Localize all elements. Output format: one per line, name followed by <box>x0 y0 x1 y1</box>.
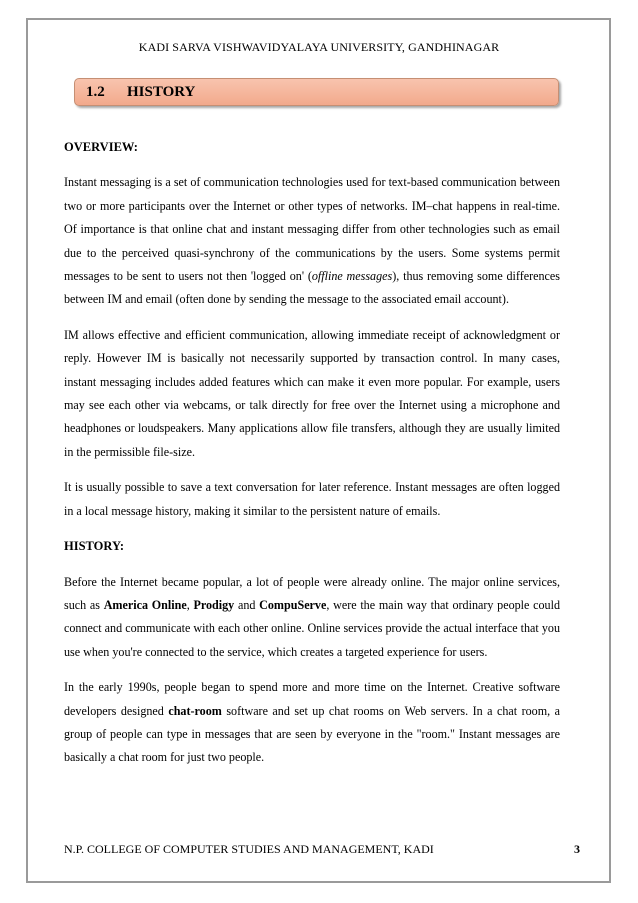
page-number: 3 <box>574 842 580 856</box>
section-heading-bar <box>74 78 559 106</box>
history-heading: HISTORY: <box>64 539 125 554</box>
overview-paragraph-3: It is usually possible to save a text conversation for later reference. Instant messages are often logged in a local message history, making it similar to the persistent nature of emails. <box>64 480 560 518</box>
section-title: HISTORY <box>127 84 196 100</box>
text-run: and <box>234 597 260 612</box>
bold-term-prodigy: Prodigy <box>193 597 235 612</box>
text-run: , were the main way that ordinary people could connect and communicate with each other online. Online services provide the actual interface that you use when you're connected to the service, which creates a targeted experience for users. <box>64 597 560 659</box>
bold-term-chat-room: chat-room <box>168 703 222 718</box>
document-body <box>64 136 560 782</box>
text-run: ), thus removing some differences between IM and email (often done by sending the message to the associated email account). <box>64 269 560 307</box>
overview-heading: OVERVIEW: <box>64 140 138 154</box>
bold-term-america-online: America Online <box>103 597 187 612</box>
bold-term-compuserve: CompuServe <box>259 597 327 612</box>
history-paragraph-1 <box>64 571 560 665</box>
page-footer <box>64 842 580 857</box>
footer-text: N.P. COLLEGE OF COMPUTER STUDIES AND MANAGEMENT, KADI <box>64 842 434 856</box>
overview-paragraph-1 <box>64 171 560 311</box>
italic-term-offline-messages: offline messages <box>311 269 393 284</box>
text-run: Before the Internet became popular, a lot of people were already online. The major online services, such as <box>64 574 560 612</box>
text-run: Instant messaging is a set of communication technologies used for text-based communication between two or more participants over the Internet or other types of networks. IM–chat happens in real-time. Of importance is that online chat and instant messaging differ from other technologies such as email due to the perceived quasi-synchrony of the communications by the users. Some systems permit messages to be sent to users not then 'logged on' ( <box>64 175 560 284</box>
page-header: KADI SARVA VISHWAVIDYALAYA UNIVERSITY, GANDHINAGAR <box>138 40 500 54</box>
text-run: software and set up chat rooms on Web servers. In a chat room, a group of people can type in messages that are seen by everyone in the "room." Instant messages are basically a chat room for just two people. <box>64 703 560 765</box>
history-paragraph-2 <box>64 676 560 770</box>
section-number: 1.2 <box>86 84 105 100</box>
text-run: In the early 1990s, people began to spend more and more time on the Internet. Creative software developers designed <box>64 680 560 718</box>
overview-paragraph-2: IM allows effective and efficient communication, allowing immediate receipt of acknowledgment or reply. However IM is basically not necessarily supported by transaction control. In many cases, instant messaging includes added features which can make it even more popular. For example, users may see each other via webcams, or talk directly for free over the Internet using a microphone and headphones or loudspeakers. Many applications allow file transfers, although they are usually limited in the permissible file-size. <box>64 327 560 459</box>
text-run: , <box>186 597 194 612</box>
